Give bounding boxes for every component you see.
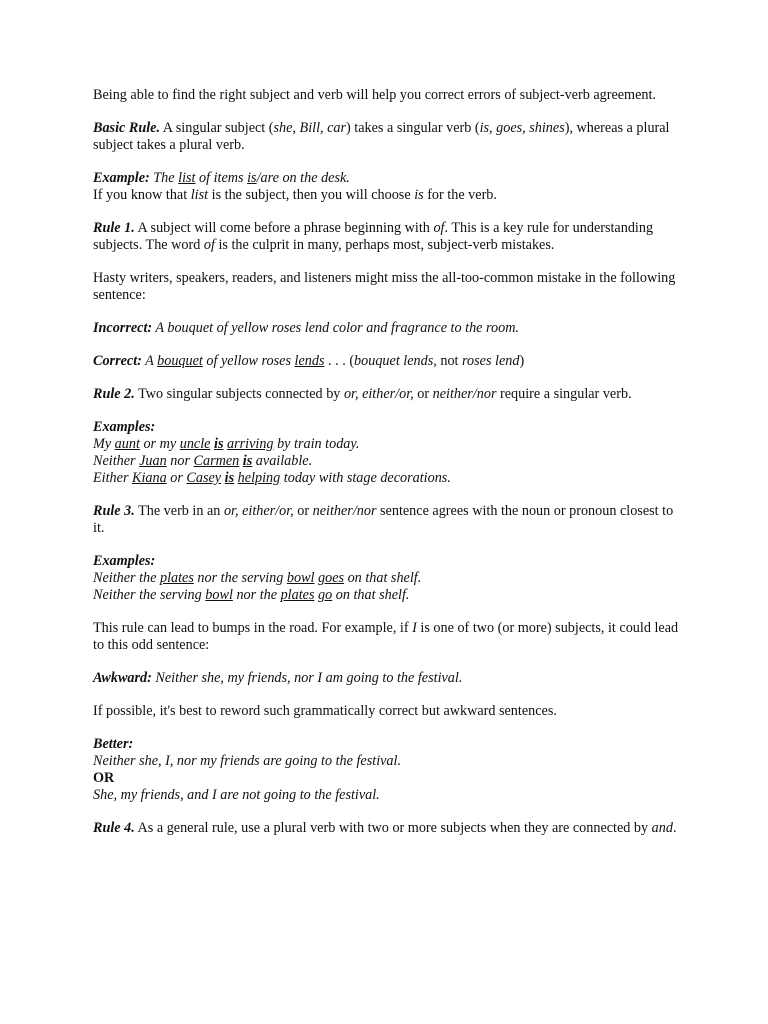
better-paragraph: [93, 736, 683, 804]
basic-rule-paragraph: Basic Rule. A singular subject (she, Bill, car) takes a singular verb (is, goes, shines), whereas a plural subject takes a plural verb.: [93, 120, 670, 153]
rule3-label: Rule 3.: [93, 503, 135, 519]
example-line: Neither the serving bowl nor the plates go on that shelf.: [93, 587, 410, 603]
incorrect-label: Incorrect:: [93, 320, 153, 336]
better-label: Better:: [93, 736, 134, 752]
document-body: [93, 87, 683, 853]
rule4-label: Rule 4.: [93, 820, 135, 836]
rule3-paragraph: Rule 3. The verb in an or, either/or, or neither/nor sentence agrees with the noun or pronoun closest to it.: [93, 503, 674, 536]
intro-paragraph: Being able to find the right subject and verb will help you correct errors of subject-verb agreement.: [93, 87, 656, 103]
rule2-examples: [93, 419, 683, 487]
correct-paragraph: Correct: A bouquet of yellow roses lends . . . (bouquet lends, not roses lend): [93, 353, 525, 369]
awkward-label: Awkward:: [93, 670, 152, 686]
better-line: She, my friends, and I are not going to the festival.: [93, 787, 380, 803]
examples-label: Examples:: [93, 419, 156, 435]
rule2-label: Rule 2.: [93, 386, 135, 402]
or-label: OR: [93, 770, 115, 786]
basic-rule-label: Basic Rule.: [93, 120, 161, 136]
rule2-paragraph: Rule 2. Two singular subjects connected by or, either/or, or neither/nor require a singular verb.: [93, 386, 632, 402]
correct-label: Correct:: [93, 353, 142, 369]
example-label: Example:: [93, 170, 150, 186]
awkward-paragraph: Awkward: Neither she, my friends, nor I am going to the festival.: [93, 670, 463, 686]
rule1-label: Rule 1.: [93, 220, 135, 236]
bumps-paragraph: This rule can lead to bumps in the road. For example, if I is one of two (or more) subjects, it could lead to this odd sentence:: [93, 620, 679, 653]
hasty-paragraph: Hasty writers, speakers, readers, and listeners might miss the all-too-common mistake in the following sentence:: [93, 270, 676, 303]
examples-label: Examples:: [93, 553, 156, 569]
example-line: Neither the plates nor the serving bowl goes on that shelf.: [93, 570, 422, 586]
incorrect-paragraph: Incorrect: A bouquet of yellow roses lend color and fragrance to the room.: [93, 320, 519, 336]
rule4-paragraph: Rule 4. As a general rule, use a plural verb with two or more subjects when they are connected by and.: [93, 820, 677, 836]
rule1-paragraph: Rule 1. A subject will come before a phrase beginning with of. This is a key rule for understanding subjects. The word of is the culprit in many, perhaps most, subject-verb mistakes.: [93, 220, 654, 253]
rule3-examples: [93, 553, 683, 604]
reword-paragraph: If possible, it's best to reword such grammatically correct but awkward sentences.: [93, 703, 557, 719]
example-paragraph: Example: The list of items is/are on the desk. If you know that list is the subject, then you will choose is for the verb.: [93, 170, 497, 203]
better-line: Neither she, I, nor my friends are going to the festival.: [93, 753, 402, 769]
example-line: Neither Juan nor Carmen is available.: [93, 453, 313, 469]
example-line: Either Kiana or Casey is helping today with stage decorations.: [93, 470, 451, 486]
example-line: My aunt or my uncle is arriving by train today.: [93, 436, 360, 452]
